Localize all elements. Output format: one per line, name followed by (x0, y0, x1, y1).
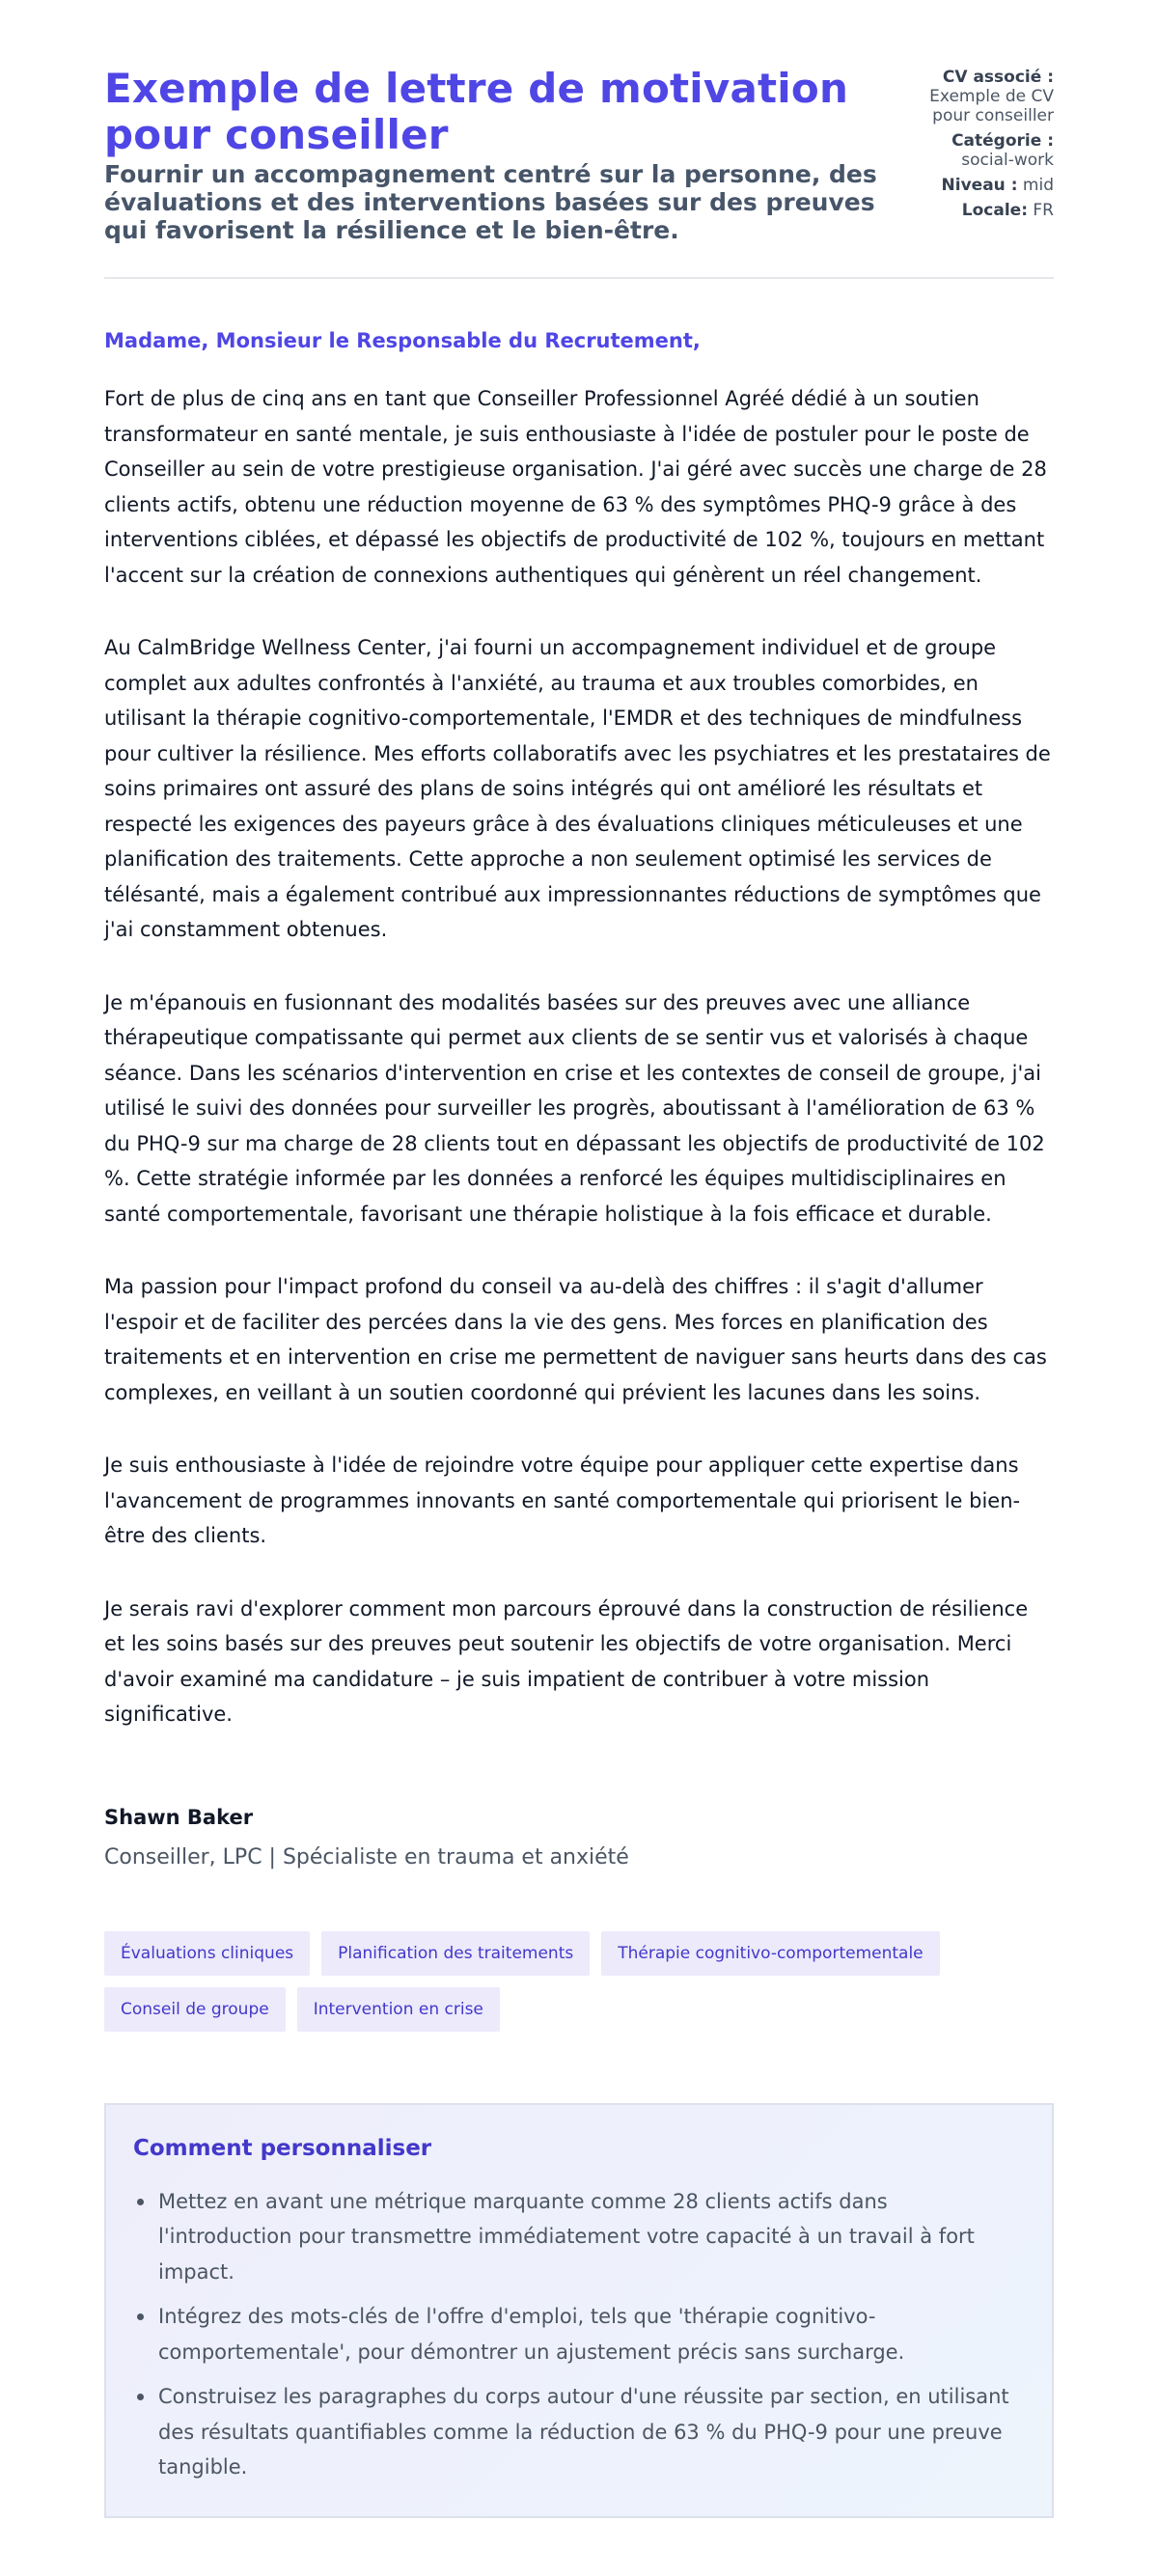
letter-paragraph: Je suis enthousiaste à l'idée de rejoindre votre équipe pour appliquer cette expertise dans l'avancement de programmes innovants en santé comportementale qui priorisent le bien-être des clients. (104, 1454, 1021, 1547)
meta-level-label: Niveau : (941, 176, 1018, 195)
meta-locale-value: FR (1033, 201, 1054, 220)
customization-tips-box (104, 2103, 1054, 2518)
tips-title: Comment personnaliser (133, 2135, 432, 2161)
signature-block (104, 1804, 1054, 1871)
meta-locale (893, 201, 1054, 220)
tip-item: Intégrez des mots-clés de l'offre d'emploi, tels que 'thérapie cognitivo-comportementale', pour démontrer un ajustement précis sans surcharge. (133, 2299, 1023, 2369)
tip-item: Mettez en avant une métrique marquante comme 28 clients actifs dans l'introduction pour transmettre immédiatement votre capacité à un travail à fort impact. (133, 2184, 1023, 2290)
tips-list (133, 2184, 1023, 2485)
letter-paragraph: Au CalmBridge Wellness Center, j'ai fourni un accompagnement individuel et de groupe complet aux adultes confrontés à l'anxiété, au trauma et aux troubles comorbides, en utilisant la thérapie cognitivo-comportementale, l'EMDR et des techniques de mindfulness pour cultiver la résilience. Mes efforts collaboratifs avec les psychiatres et les prestataires de soins primaires ont assuré des plans de soins intégrés qui ont amélioré les résultats et respecté les exigences des payeurs grâce à des évaluations cliniques méticuleuses et une planification des traitements. Cette approche a non seulement optimisé les services de télésanté, mais a également contribué aux impressionnantes réductions de symptômes que j'ai constamment obtenues. (104, 636, 1051, 941)
skill-tag: Thérapie cognitivo-comportementale (601, 1931, 939, 1976)
signature-name: Shawn Baker (104, 1805, 254, 1829)
meta-related-cv-label: CV associé : (942, 68, 1054, 87)
signature-title: Conseiller, LPC | Spécialiste en trauma et anxiété (104, 1844, 629, 1870)
tip-item: Construisez les paragraphes du corps autour d'une réussite par section, en utilisant des résultats quantifiables comme la réduction de 63 % du PHQ-9 pour une preuve tangible. (133, 2379, 1023, 2485)
page-subtitle: Fournir un accompagnement centré sur la personne, des évaluations et des interventions basées sur des preuves qui favorisent la résilience et le bien-être. (104, 160, 877, 244)
skill-tags (104, 1931, 973, 2032)
letter-section (104, 327, 1054, 1732)
page-title: Exemple de lettre de motivation pour conseiller (104, 65, 849, 158)
meta-panel (893, 68, 1054, 226)
letter-paragraph: Fort de plus de cinq ans en tant que Conseiller Professionnel Agréé dédié à un soutien transformateur en santé mentale, je suis enthousiaste à l'idée de postuler pour le poste de Conseiller au sein de votre prestigieuse organisation. J'ai géré avec succès une charge de 28 clients actifs, obtenu une réduction moyenne de 63 % des symptômes PHQ-9 grâce à des interventions ciblées, et dépassé les objectifs de productivité de 102 %, toujours en mettant l'accent sur la création de connexions authentiques qui génèrent un réel changement. (104, 387, 1047, 587)
meta-category-value: social-work (961, 151, 1054, 170)
letter-paragraph: Je m'épanouis en fusionnant des modalités basées sur des preuves avec une alliance thérapeutique compatissante qui permet aux clients de se sentir vus et valorisés à chaque séance. Dans les scénarios d'intervention en crise et les contextes de conseil de groupe, j'ai utilisé le suivi des données pour surveiller les progrès, aboutissant à l'amélioration de 63 % du PHQ-9 sur ma charge de 28 clients tout en dépassant les objectifs de productivité de 102 %. Cette stratégie informée par les données a renforcé les équipes multidisciplinaires en santé comportementale, favorisant une thérapie holistique à la fois efficace et durable. (104, 990, 1045, 1226)
letter-salutation: Madame, Monsieur le Responsable du Recrutement, (104, 329, 701, 352)
letter-paragraph: Je serais ravi d'explorer comment mon parcours éprouvé dans la construction de résilience et les soins basés sur des preuves peut soutenir les objectifs de votre organisation. Merci d'avoir examiné ma candidature – je suis impatient de contribuer à votre mission significative. (104, 1596, 1029, 1726)
meta-category (893, 131, 1054, 170)
page-header (104, 66, 1054, 279)
skill-tag: Intervention en crise (297, 1987, 500, 2032)
meta-level-value: mid (1022, 176, 1054, 195)
header-titles (104, 66, 893, 244)
skill-tag: Planification des traitements (321, 1931, 590, 1976)
meta-related-cv-value: Exemple de CV pour conseiller (929, 87, 1054, 125)
meta-locale-label: Locale: (961, 201, 1028, 220)
letter-body (104, 381, 1054, 1732)
skill-tag: Évaluations cliniques (104, 1931, 310, 1976)
meta-level (893, 176, 1054, 195)
letter-paragraph: Ma passion pour l'impact profond du conseil va au-delà des chiffres : il s'agit d'allumer l'espoir et de faciliter des percées dans la vie des gens. Mes forces en planification des traitements et en intervention en crise me permettent de naviguer sans heurts dans des cas complexes, en veillant à un soutien coordonné qui prévient les lacunes dans les soins. (104, 1275, 1047, 1404)
meta-category-label: Catégorie : (951, 131, 1054, 151)
meta-related-cv (893, 68, 1054, 125)
skill-tag: Conseil de groupe (104, 1987, 286, 2032)
